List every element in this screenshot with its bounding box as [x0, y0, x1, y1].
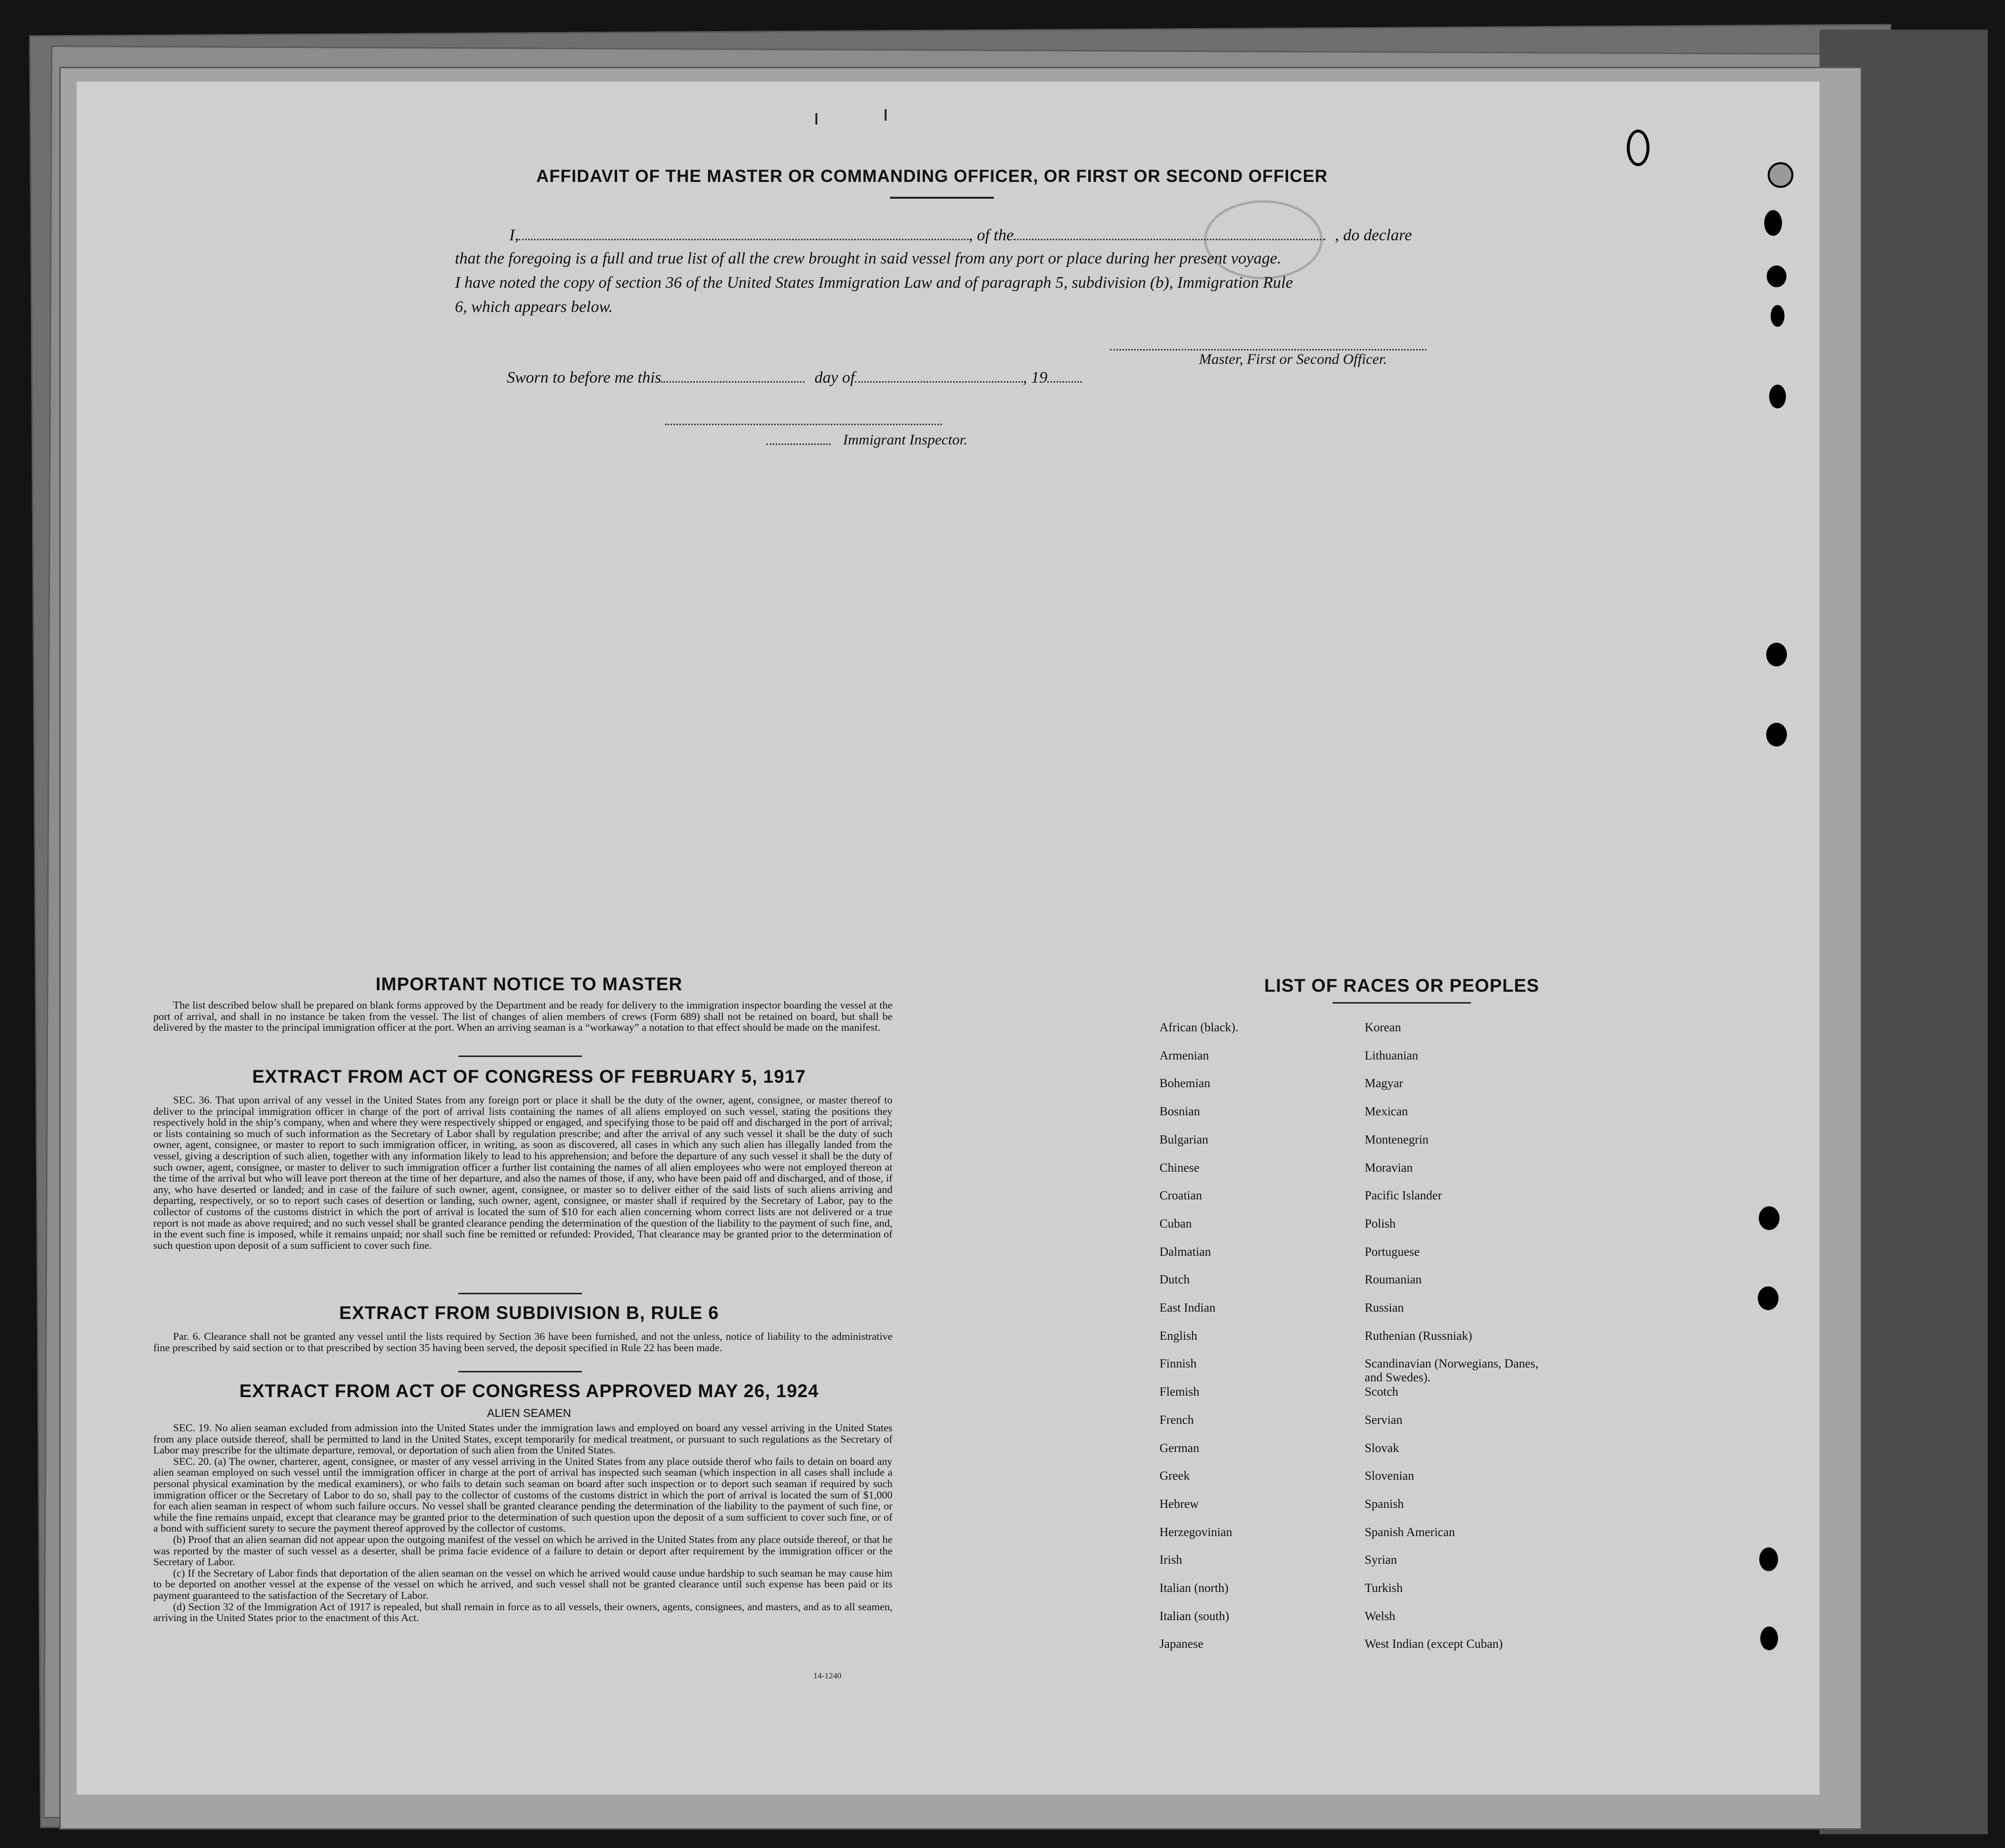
rule6-title: EXTRACT FROM SUBDIVISION B, RULE 6: [339, 1303, 719, 1323]
race-item: German: [1159, 1441, 1200, 1455]
sec-20c-paragraph: (c) If the Secretary of Labor finds that deportation of the alien seaman on the vessel on which he arrived would cause undue hardship to such seaman he may cause him to be deported on another vessel at the expense of the vessel on which he arrived, and such vessel shall not be granted clearance until such expense has been paid or its payment guaranteed to the satisfaction of the Secretary of Labor.: [153, 1567, 892, 1601]
document-page: [77, 82, 1820, 1795]
notice-title: IMPORTANT NOTICE TO MASTER: [375, 974, 683, 994]
inspector-signature-line: [665, 423, 942, 425]
inspector-label: Immigrant Inspector.: [843, 432, 968, 448]
binder-hole: [1766, 723, 1787, 747]
affidavit-line-4: 6, which appears below.: [455, 298, 613, 316]
race-item: Dutch: [1159, 1273, 1190, 1287]
sworn-line: [507, 367, 1082, 387]
extract-1917-text: SEC. 36. That upon arrival of any vessel in the United States from any foreign port or place it shall be the duty of the owner, agent, consignee, or master thereof to deliver to the principal immigration officer in charge of the port of arrival lists containing the names of all aliens employed on such vessel, stating the positions they respectively hold in the ship’s company, when and where they were respectively shipped or engaged, and specifying those to be paid off and discharged in the port of arrival; or lists containing so much of such information as the Secretary of Labor shall by regulation prescribe; and after the arrival of any such vessel it shall be the duty of such owner, agent, consignee, or master to report to such immigration officer, in writing, as soon as discovered, all cases in which any such alien has illegally landed from the vessel, giving a description of such alien, together with any information likely to lead to his apprehension; and before the departure of any such vessel it shall be the duty of such owner, agent, consignee, or master to deliver to such immigration officer a further list containing the names of all alien employees who were not employed thereon at the time of the arrival but who will leave port thereon at the time of her departure, and also the names of those, if any, who have been paid off and discharged, and of those, if any, who have deserted or landed; and in case of the failure of such owner, agent, consignee, or master so to deliver either of the said lists of such aliens arriving and departing, respectively, or so to report such cases of desertion or landing, such owner, agent, consignee, or master shall if required by the Secretary of Labor, pay to the collector of customs of the customs district in which the port of arrival is located the sum of $10 for each alien concerning whom correct lists are not delivered or a true report is not made as above required; and no such vessel shall be granted clearance pending the determination of the question of the liability to the payment of such fine, and, in the event such fine is imposed, while it remains unpaid; nor shall such fine be remitted or refunded: Provided, That clearance may be granted prior to the determination of such question upon deposit of a sum sufficient to cover such fine.: [153, 1094, 892, 1251]
sec-19-paragraph: SEC. 19. No alien seaman excluded from admission into the United States under the immigration laws and employed on board any vessel arriving in the United States from any place outside thereof, shall be permitted to land in the United States, except temporarily for medical treatment, or pursuant to such regulations as the Secretary of Labor may prescribe for the ultimate departure, removal, or deportation of such alien from the United States.: [153, 1422, 892, 1456]
race-item: Lithuanian: [1365, 1049, 1419, 1062]
race-item: Irish: [1159, 1553, 1182, 1567]
race-item: Pacific Islander: [1365, 1189, 1442, 1203]
race-item: Chinese: [1159, 1161, 1200, 1175]
name-blank: [519, 225, 969, 240]
binder-hole: [1759, 1206, 1780, 1230]
race-item: Italian (south): [1159, 1609, 1229, 1623]
affidavit-of-the: , of the: [969, 226, 1014, 244]
sec-20d-paragraph: (d) Section 32 of the Immigration Act of 1917 is repealed, but shall remain in force as to all vessels, their owners, agents, consignees, and masters, and as to all seamen, arriving in the United States prior to the enactment of this Act.: [153, 1600, 892, 1624]
race-item: Slovak: [1365, 1441, 1399, 1455]
binder-hole: [1764, 210, 1782, 236]
race-item: Finnish: [1159, 1357, 1197, 1371]
sworn-month-blank: [855, 367, 1023, 383]
binder-hole: [1767, 265, 1786, 287]
binder-hole: [1768, 162, 1793, 188]
affidavit-line-3: I have noted the copy of section 36 of the United States Immigration Law and of paragraph 5, subdivision (b), Immigration Rule: [455, 274, 1293, 292]
race-item: Bohemian: [1159, 1077, 1210, 1091]
races-title-rule: [1333, 1002, 1471, 1004]
master-signature-line: [1110, 348, 1426, 351]
race-item: Greek: [1159, 1469, 1190, 1483]
binder-hole: [1769, 385, 1786, 408]
race-item: Slovenian: [1365, 1469, 1414, 1483]
race-item: Bulgarian: [1159, 1133, 1208, 1146]
extract-1917-title: EXTRACT FROM ACT OF CONGRESS OF FEBRUARY 5, 1917: [252, 1066, 806, 1087]
race-item: Russian: [1365, 1301, 1404, 1315]
race-item: Polish: [1365, 1217, 1396, 1231]
extract-1917-rule: [458, 1293, 582, 1294]
race-item: Dalmatian: [1159, 1245, 1211, 1259]
race-item: Cuban: [1159, 1217, 1192, 1231]
race-item: Flemish: [1159, 1385, 1200, 1399]
race-item: Moravian: [1365, 1161, 1413, 1175]
race-item: Hebrew: [1159, 1497, 1199, 1511]
race-item: Montenegrin: [1365, 1133, 1429, 1146]
race-item: Japanese: [1159, 1637, 1203, 1651]
races-title: LIST OF RACES OR PEOPLES: [1264, 975, 1540, 996]
race-item: Welsh: [1365, 1609, 1395, 1623]
race-item: Bosnian: [1159, 1105, 1200, 1119]
binder-hole: [1771, 305, 1784, 327]
pen-tick-mark: ı: [813, 105, 820, 130]
binder-hole: [1759, 1547, 1778, 1571]
race-item: Spanish: [1365, 1497, 1404, 1511]
affidavit-line-1: [509, 225, 1412, 245]
race-item: Italian (north): [1159, 1582, 1229, 1595]
extract-1924-title: EXTRACT FROM ACT OF CONGRESS APPROVED MAY 26, 1924: [239, 1381, 819, 1401]
race-item: English: [1159, 1329, 1198, 1343]
vessel-blank: [1014, 225, 1325, 240]
title-underline: [890, 197, 994, 199]
form-number: 14-1240: [813, 1671, 842, 1680]
race-item: West Indian (except Cuban): [1365, 1637, 1503, 1651]
race-item: Spanish American: [1365, 1525, 1455, 1539]
race-item: Portuguese: [1365, 1245, 1420, 1259]
binder-hole: [1627, 130, 1649, 166]
binder-hole: [1766, 643, 1787, 666]
affidavit-title: AFFIDAVIT OF THE MASTER OR COMMANDING OFFICER, OR FIRST OR SECOND OFFICER: [536, 167, 1328, 186]
race-item: African (black).: [1159, 1021, 1239, 1034]
affidavit-declare: , do declare: [1335, 226, 1412, 244]
race-item: Scotch: [1365, 1385, 1399, 1399]
race-item: Roumanian: [1365, 1273, 1422, 1287]
sworn-prefix: Sworn to before me this: [507, 369, 662, 387]
race-item: Armenian: [1159, 1049, 1209, 1062]
sec-20a-paragraph: SEC. 20. (a) The owner, charterer, agent, consignee, or master of any vessel arriving in the United States from any place outside therof who fails to detain on board any alien seaman employed on such vessel until the immigration officer in charge at the port of arrival has inspected such seaman (which inspection in all cases shall include a personal physical examination by the medical examiners), or who fails to detain such seaman on board after such inspection or to deport such seaman if required by such immigration officer or the Secretary of Labor to do so, shall pay to the collector of customs of the customs district in which the port of arrival is located the sum of $1,000 for each alien seaman in respect of whom such failure occurs. No vessel shall be granted clearance pending the determination of the liability to the payment of such fine, or while the fine remains unpaid, except that clearance may be granted prior to the determination of such question upon the deposit of a sum sufficient to cover such fine, or of a bond with sufficient surety to secure the payment thereof approved by the collector of customs.: [153, 1455, 892, 1535]
rule6-rule: [458, 1371, 582, 1372]
sworn-year-blank: [1047, 367, 1082, 383]
notice-rule: [458, 1056, 582, 1057]
sworn-day-blank: [661, 367, 804, 383]
race-item: Korean: [1365, 1021, 1401, 1034]
extract-1924-text: [153, 1422, 892, 1624]
race-item: Herzegovinian: [1159, 1525, 1233, 1539]
binder-hole: [1758, 1286, 1779, 1310]
rule6-text: Par. 6. Clearance shall not be granted any vessel until the lists required by Section 36 have been furnished, and not the unless, notice of liability to the administrative fine prescribed by said section or to that prescribed by section 35 having been served, the deposit specified in Rule 22 has been made.: [153, 1330, 892, 1354]
race-item: Turkish: [1365, 1582, 1403, 1595]
race-item: East Indian: [1159, 1301, 1216, 1315]
race-item: Servian: [1365, 1413, 1403, 1427]
sec-20b-paragraph: (b) Proof that an alien seaman did not appear upon the outgoing manifest of the vessel on which he arrived in the United States from any place outside thereof, or that he was reported by the master of such vessel as a deserter, shall be prima facie evidence of a failure to detain or deport after requirement by the immigration officer or the Secretary of Labor.: [153, 1533, 892, 1568]
race-item: Magyar: [1365, 1077, 1403, 1091]
master-signature-label: Master, First or Second Officer.: [1199, 351, 1387, 367]
sworn-year-label: , 19: [1023, 369, 1048, 387]
race-item: Syrian: [1365, 1553, 1397, 1567]
notice-text: The list described below shall be prepared on blank forms approved by the Department and be ready for delivery to the immigration inspector boarding the vessel at the port of arrival, and shall in no instance be taken from the vessel. The list of changes of alien members of crews (Form 689) shall not be retained on board, but shall be delivered by the master to the principal immigration officer at the port. When an arriving seaman is a “workaway” a notation to that effect should be made on the manifest.: [153, 999, 892, 1034]
race-item: Mexican: [1365, 1105, 1408, 1119]
affidavit-line-2: that the foregoing is a full and true list of all the crew brought in said vessel from any port or place during her present voyage.: [455, 250, 1282, 267]
race-item: French: [1159, 1413, 1194, 1427]
alien-seamen-subtitle: ALIEN SEAMEN: [487, 1407, 571, 1419]
inspector-dot-leader: [766, 442, 831, 445]
affidavit-i: I,: [509, 226, 519, 244]
sworn-day-label: day of: [814, 369, 855, 387]
race-item: Ruthenian (Russniak): [1365, 1329, 1472, 1343]
binder-hole: [1760, 1627, 1778, 1650]
pen-tick-mark: ı: [883, 101, 889, 126]
race-item: Scandinavian (Norwegians, Danes, and Swedes).: [1365, 1357, 1539, 1385]
race-item: Croatian: [1159, 1189, 1203, 1203]
